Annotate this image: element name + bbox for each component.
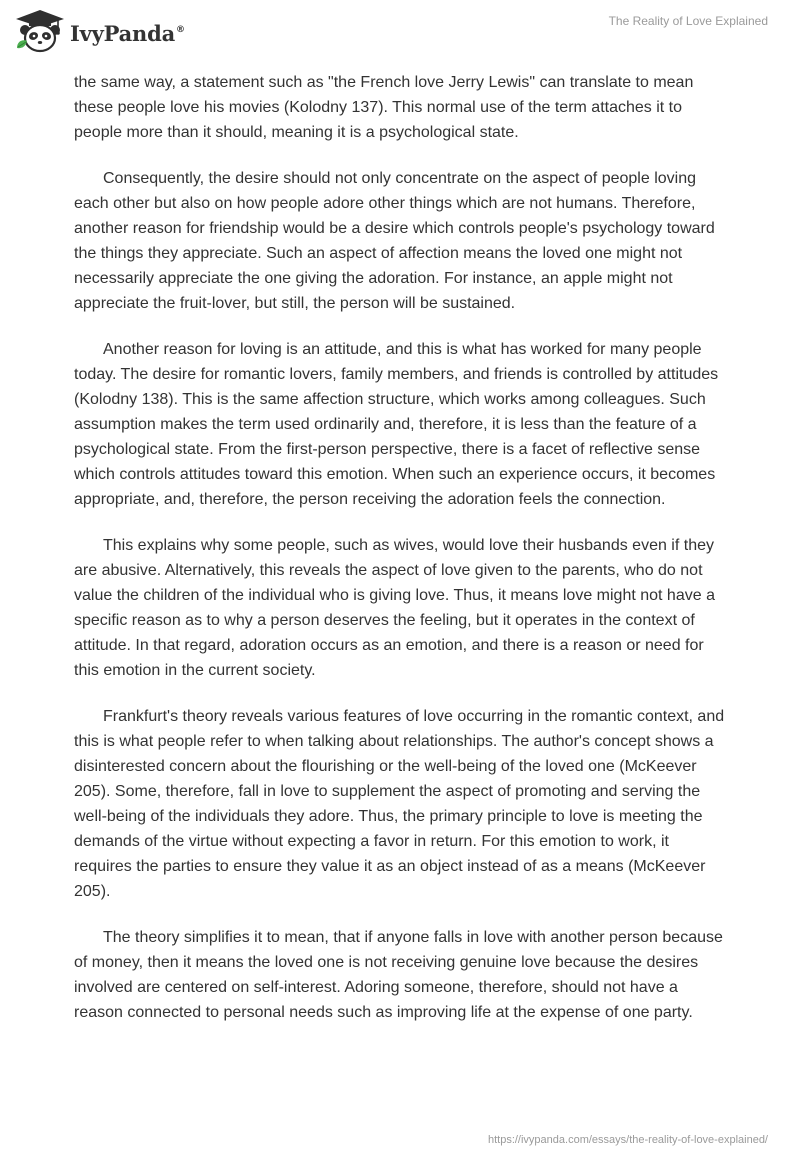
paragraph-4: This explains why some people, such as wives, would love their husbands even if they are abusive. Alternatively, this reveals the aspect of love given to the parents, who do not value the children of the individual who is giving love. Thus, it means love might not have a specific reason as to why a person deserves the feeling, but it operates in the context of attitude. In that regard, adoration occurs as an emotion, and there is a reason or need for this emotion in the current society.: [74, 537, 715, 679]
brand-name-text: IvyPanda: [70, 20, 176, 46]
source-url[interactable]: https://ivypanda.com/essays/the-reality-of-love-explained/: [487, 1134, 768, 1146]
paragraph-2: Consequently, the desire should not only concentrate on the aspect of people loving each other but also on how people adore other things which are not humans. Therefore, another reason for friendship would be a desire which controls people's psychology toward the things they appreciate. Such an aspect of affection means the loved one might not necessarily appreciate the one giving the adoration. For instance, an apple might not appreciate the fruit-lover, but still, the person will be sustained.: [74, 170, 715, 312]
panda-graduation-cap-icon: [14, 8, 66, 54]
paragraph-5: Frankfurt's theory reveals various features of love occurring in the romantic context, and this is what people refer to when talking about relationships. The author's concept shows a disinterested concern about the flourishing or the well-being of the loved one (McKeever 205). Some, therefore, fall in love to supplement the aspect of promoting and serving the well-being of the individuals they adore. Thus, the primary principle to love is meeting the demands of the virtue without expecting a favor in return. For this emotion to work, it requires the parties to ensure they value it as an object instead of as a means (McKeever 205).: [74, 708, 725, 900]
registered-mark: ®: [176, 24, 185, 35]
document-title: The Reality of Love Explained: [608, 14, 768, 28]
paragraph-6: The theory simplifies it to mean, that if anyone falls in love with another person because of money, then it means the loved one is not receiving genuine love because the desires involved are centered on self-interest. Adoring someone, therefore, should not have a reason connected to personal needs such as improving life at the expense of one party.: [74, 929, 723, 1021]
page-header: [0, 0, 800, 62]
essay-body: [74, 70, 726, 1046]
brand-logo[interactable]: [14, 8, 185, 54]
brand-name: [70, 21, 185, 46]
paragraph-3: Another reason for loving is an attitude, and this is what has worked for many people today. The desire for romantic lovers, family members, and friends is controlled by attitudes (Kolodny 138). This is the same affection structure, which works among colleagues. Such assumption makes the term used ordinarily and, therefore, it is less than the feature of a psychological state. From the first-person perspective, there is a facet of reflective sense which controls attitudes toward this emotion. When such an experience occurs, it becomes appropriate, and, therefore, the person receiving the adoration feels the connection.: [74, 341, 719, 508]
paragraph-1: the same way, a statement such as "the French love Jerry Lewis" can translate to mean these people love his movies (Kolodny 137). This normal use of the term attaches it to people more than it should, meaning it is a psychological state.: [74, 74, 694, 141]
